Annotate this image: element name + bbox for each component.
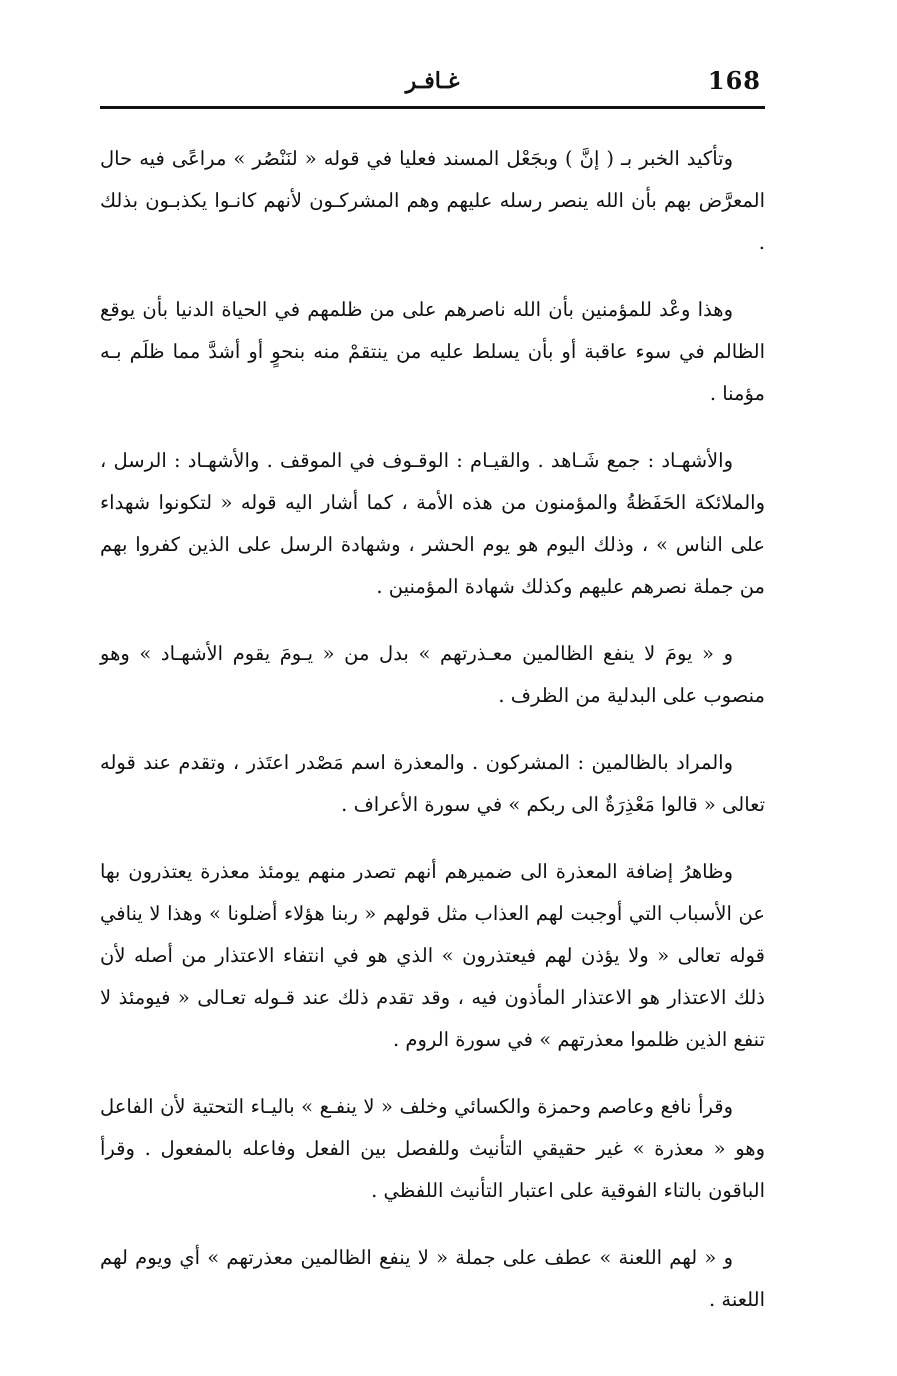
paragraph: وتأكيد الخبر بـ ( إنَّ ) وبجَعْل المسند فعليا في قوله « لنَنْصُر » مراعًى فيه حال المعرَّض بهم بأن الله ينصر رسله عليهم وهم المشركـون لأنهم كانـوا يكذبـون بذلك . [100, 147, 765, 254]
paragraph: وهذا وعْد للمؤمنين بأن الله ناصرهم على من ظلمهم في الحياة الدنيا بأن يوقع الظالم في سوء عاقبة أو بأن يسلط عليه من ينتقمْ منه بنحوٍ أو أشدَّ مما ظلَم بـه مؤمنا . [100, 298, 765, 405]
paragraph: والأشهـاد : جمع شَـاهد . والقيـام : الوقـوف في الموقف . والأشهـاد : الرسل ، والملائكة الحَفَظةُ والمؤمنون من هذه الأمة ، كما أشار اليه قوله « لتكونوا شهداء على الناس » ، وذلك اليوم هو يوم الحشر ، وشهادة الرسل على الذين كفروا بهم من جملة نصرهم عليهم وكذلك شهادة المؤمنين . [100, 449, 765, 598]
page-number: 168 [707, 66, 761, 95]
paragraph: وقرأ نافع وعاصم وحمزة والكسائي وخلف « لا ينفـع » باليـاء التحتية لأن الفاعل وهو « معذرة » غير حقيقي التأنيث وللفصل بين الفعل وفاعله بالمفعول . وقرأ الباقون بالتاء الفوقية على اعتبار التأنيث اللفظي . [100, 1095, 765, 1202]
paragraph: و « لهم اللعنة » عطف على جملة « لا ينفع الظالمين معذرتهم » أي ويوم لهم اللعنة . [100, 1246, 765, 1311]
running-title: غـافـر [405, 68, 460, 94]
page-header [100, 62, 765, 109]
paragraph: والمراد بالظالمين : المشركون . والمعذرة اسم مَصْدر اعتَذر ، وتقدم عند قوله تعالى « قالوا مَعْذِرَةٌ الى ربكم » في سورة الأعراف . [100, 751, 765, 816]
body-text [100, 138, 765, 1346]
paragraph: وظاهرُ إضافة المعذرة الى ضميرهم أنهم تصدر منهم يومئذ معذرة يعتذرون بها عن الأسباب التي أوجبت لهم العذاب مثل قولهم « ربنا هؤلاء أضلونا » وهذا لا ينافي قوله تعالى « ولا يؤذن لهم فيعتذرون » الذي هو في انتفاء الاعتذار من أصله لأن ذلك الاعتذار هو الاعتذار المأذون فيه ، وقد تقدم ذلك عند قـوله تعـالى « فيومئذ لا تنفع الذين ظلموا معذرتهم » في سورة الروم . [100, 860, 765, 1051]
paragraph: و « يومَ لا ينفع الظالمين معـذرتهم » بدل من « يـومَ يقوم الأشهـاد » وهو منصوب على البدلية من الظرف . [100, 642, 765, 707]
